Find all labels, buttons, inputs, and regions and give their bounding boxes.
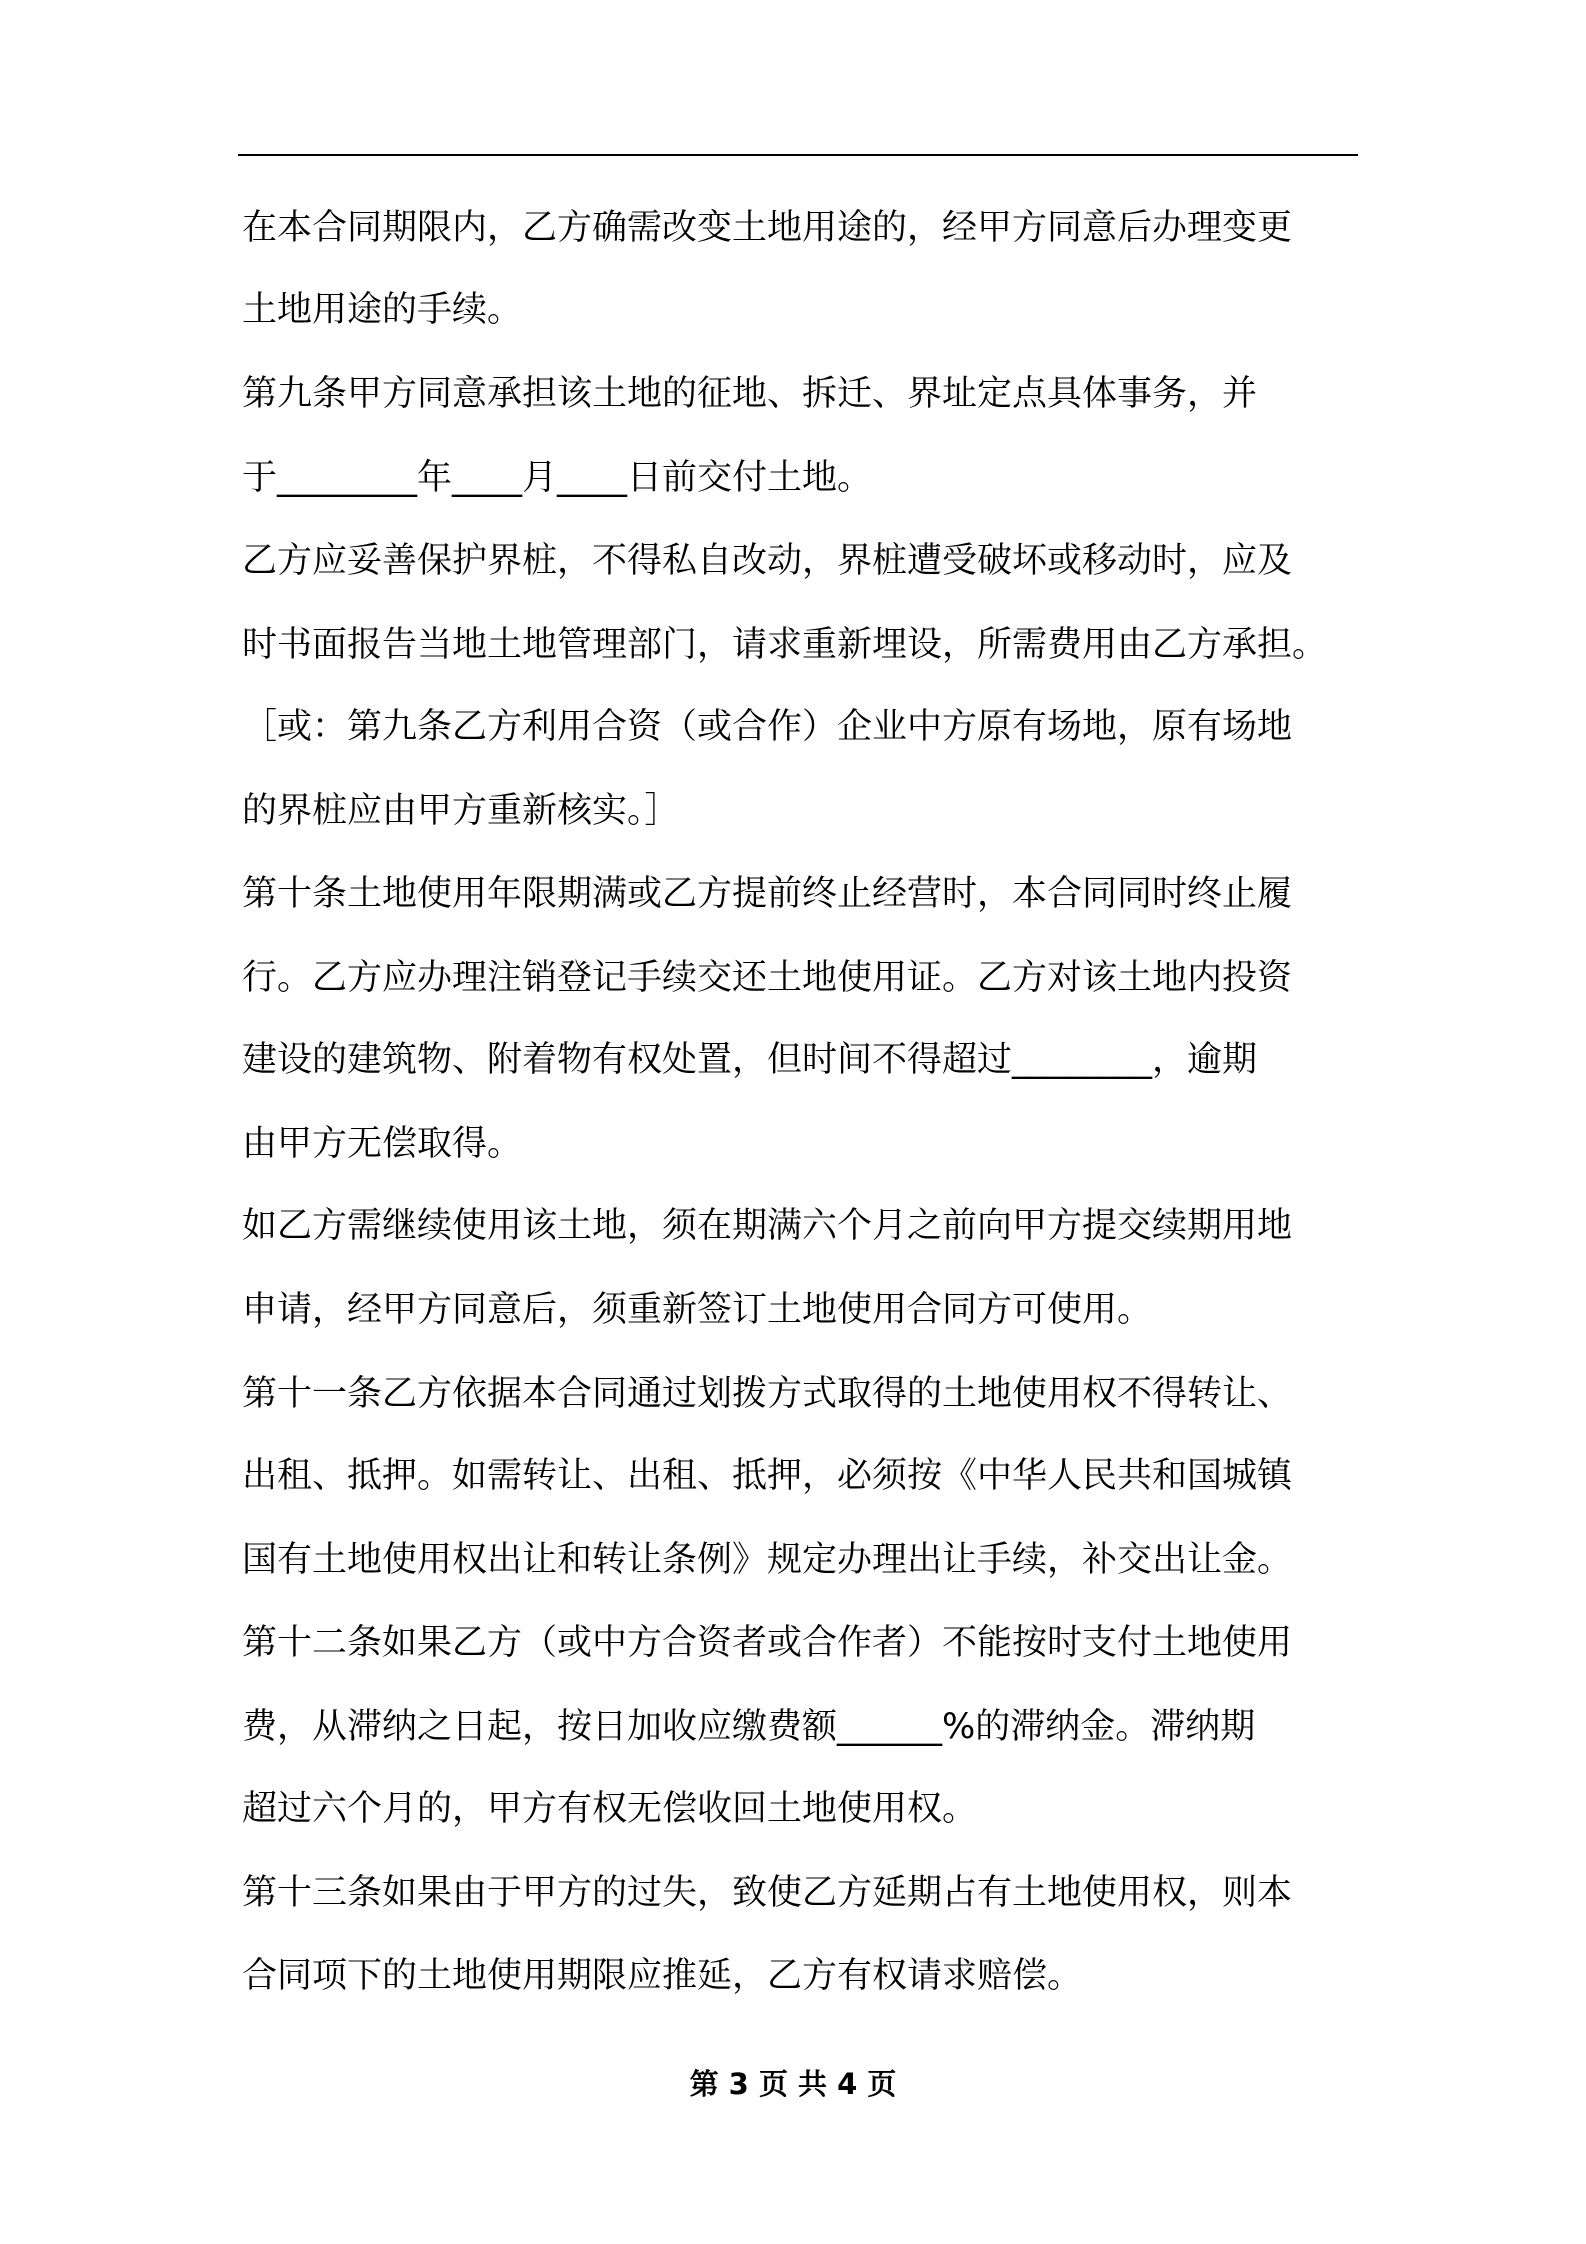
header-rule	[238, 154, 1358, 156]
text-line: 土地用途的手续。	[242, 290, 523, 330]
text-line: 行。乙方应办理注销登记手续交还土地使用证。乙方对该土地内投资	[242, 958, 1293, 998]
text-line: ［或：第九条乙方利用合资（或合作）企业中方原有场地，原有场地	[242, 707, 1293, 747]
text-line: 建设的建筑物、附着物有权处置，但时间不得超过________，逾期	[242, 1040, 1258, 1080]
page-number: 第 3 页 共 4 页	[689, 2067, 897, 2101]
text-line: 于________年____月____日前交付土地。	[242, 458, 873, 498]
text-line: 由甲方无偿取得。	[242, 1124, 523, 1164]
text-line: 乙方应妥善保护界桩，不得私自改动，界桩遭受破坏或移动时，应及	[242, 541, 1293, 581]
text-line: 出租、抵押。如需转让、出租、抵押，必须按《中华人民共和国城镇	[242, 1456, 1293, 1496]
text-line: 合同项下的土地使用期限应推延，乙方有权请求赔偿。	[242, 1956, 1083, 1996]
text-line: 第十三条如果由于甲方的过失，致使乙方延期占有土地使用权，则本	[242, 1873, 1293, 1913]
text-line: 第十条土地使用年限期满或乙方提前终止经营时，本合同同时终止履	[242, 874, 1293, 914]
text-line: 国有土地使用权出让和转让条例》规定办理出让手续，补交出让金。	[242, 1540, 1293, 1580]
text-line: 在本合同期限内，乙方确需改变土地用途的，经甲方同意后办理变更	[242, 208, 1293, 248]
text-line: 的界桩应由甲方重新核实。］	[242, 791, 680, 831]
text-line: 申请，经甲方同意后，须重新签订土地使用合同方可使用。	[242, 1290, 1153, 1330]
text-line: 超过六个月的，甲方有权无偿收回土地使用权。	[242, 1789, 978, 1829]
text-line: 第十一条乙方依据本合同通过划拨方式取得的土地使用权不得转让、	[242, 1374, 1293, 1414]
text-line: 如乙方需继续使用该土地，须在期满六个月之前向甲方提交续期用地	[242, 1206, 1293, 1246]
text-line: 时书面报告当地土地管理部门，请求重新埋设，所需费用由乙方承担。	[242, 625, 1328, 665]
text-line: 第十二条如果乙方（或中方合资者或合作者）不能按时支付土地使用	[242, 1623, 1293, 1663]
text-line: 费，从滞纳之日起，按日加收应缴费额______%的滞纳金。滞纳期	[242, 1707, 1256, 1747]
text-line: 第九条甲方同意承担该土地的征地、拆迁、界址定点具体事务，并	[242, 374, 1258, 414]
